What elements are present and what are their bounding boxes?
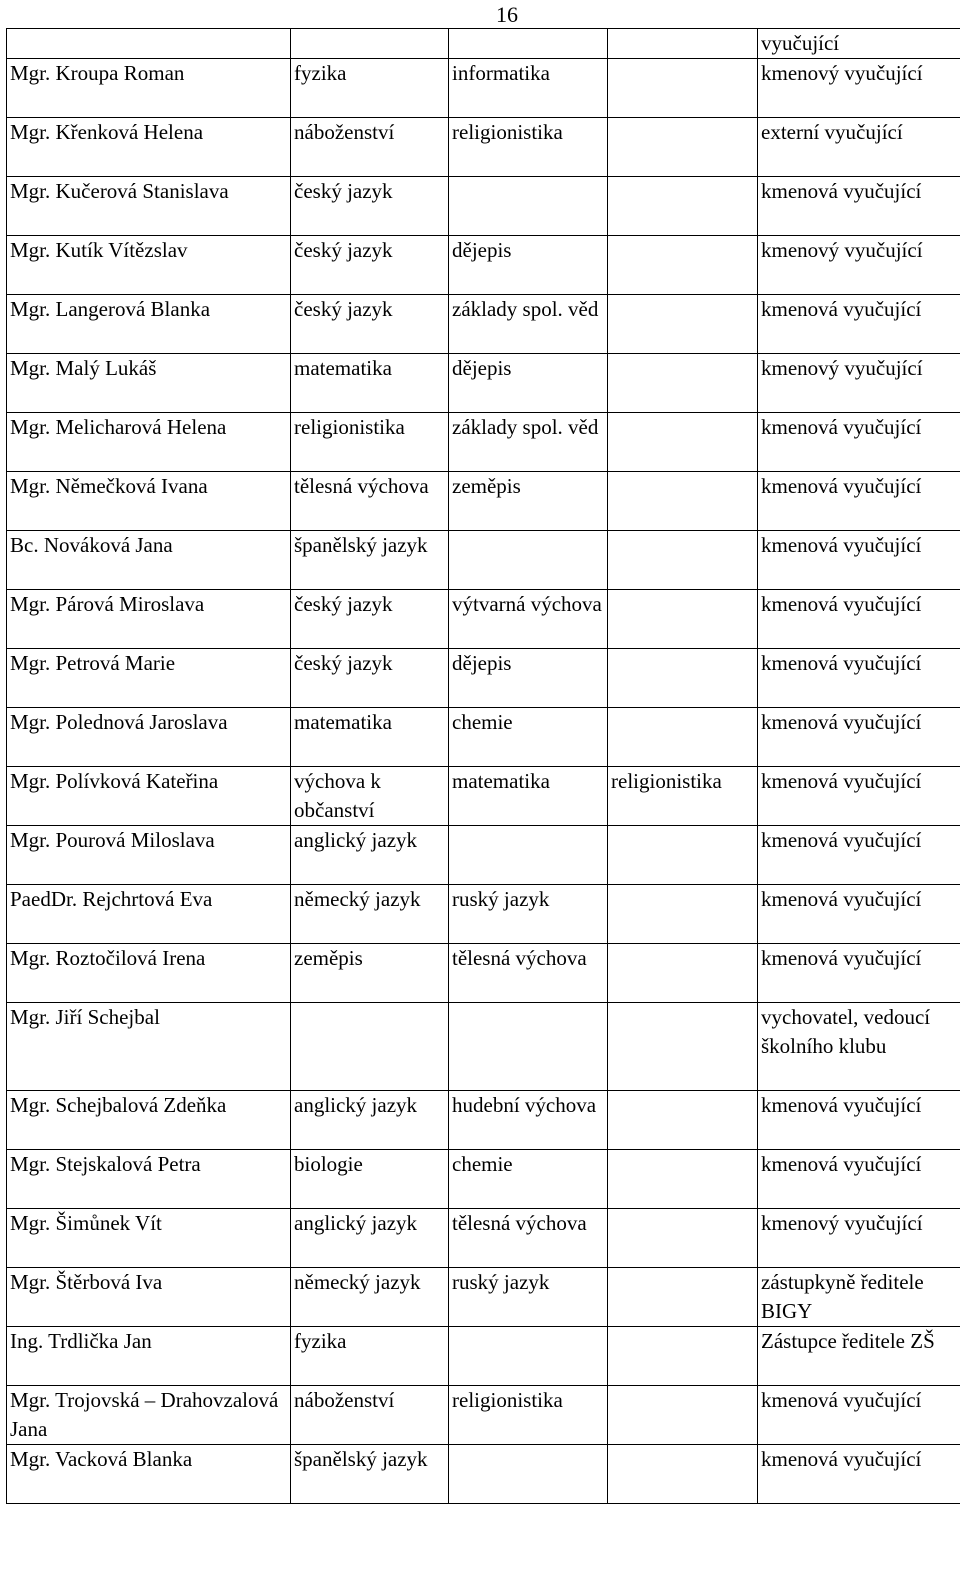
subject-3-cell — [608, 413, 758, 472]
table-row — [7, 531, 960, 590]
teacher-name-cell: Mgr. Štěrbová Iva — [7, 1268, 291, 1327]
table-row — [7, 295, 960, 354]
page-number: 16 — [496, 2, 518, 27]
subject-3-cell — [608, 29, 758, 59]
subject-2-cell: chemie — [449, 708, 608, 767]
subject-3-cell — [608, 708, 758, 767]
role-cell: kmenová vyučující — [758, 1150, 960, 1209]
subject-1-cell: matematika — [291, 354, 449, 413]
table-row — [7, 59, 960, 118]
subject-2-cell — [449, 826, 608, 885]
subject-2-cell: dějepis — [449, 236, 608, 295]
subject-3-cell — [608, 590, 758, 649]
table-row — [7, 1445, 960, 1504]
teacher-name-cell: Mgr. Pourová Miloslava — [7, 826, 291, 885]
subject-1-cell — [291, 1003, 449, 1091]
teacher-name-cell — [7, 29, 291, 59]
table-row — [7, 354, 960, 413]
teacher-name-cell: Mgr. Křenková Helena — [7, 118, 291, 177]
subject-2-cell: religionistika — [449, 1386, 608, 1445]
table-row-continuation — [7, 29, 960, 59]
role-cell: Zástupce ředitele ZŠ — [758, 1327, 960, 1386]
table-row — [7, 1268, 960, 1327]
role-cell: kmenová vyučující — [758, 295, 960, 354]
subject-3-cell — [608, 177, 758, 236]
teacher-name-cell: Mgr. Polívková Kateřina — [7, 767, 291, 826]
subject-2-cell: tělesná výchova — [449, 944, 608, 1003]
teacher-name-cell: Mgr. Melicharová Helena — [7, 413, 291, 472]
subject-2-cell — [449, 1445, 608, 1504]
subject-1-cell: český jazyk — [291, 236, 449, 295]
subject-2-cell: základy spol. věd — [449, 295, 608, 354]
table-row — [7, 590, 960, 649]
teacher-name-cell: Mgr. Langerová Blanka — [7, 295, 291, 354]
subject-1-cell: anglický jazyk — [291, 1091, 449, 1150]
subject-2-cell — [449, 29, 608, 59]
table-row — [7, 472, 960, 531]
teacher-name-cell: Mgr. Jiří Schejbal — [7, 1003, 291, 1091]
teacher-name-cell: PaedDr. Rejchrtová Eva — [7, 885, 291, 944]
role-cell: vychovatel, vedoucí školního klubu — [758, 1003, 960, 1091]
table-row — [7, 236, 960, 295]
table-row — [7, 1327, 960, 1386]
subject-2-cell: dějepis — [449, 354, 608, 413]
subject-2-cell: hudební výchova — [449, 1091, 608, 1150]
teacher-name-cell: Ing. Trdlička Jan — [7, 1327, 291, 1386]
subject-2-cell: tělesná výchova — [449, 1209, 608, 1268]
role-cell: kmenový vyučující — [758, 354, 960, 413]
subject-1-cell: český jazyk — [291, 177, 449, 236]
subject-3-cell — [608, 826, 758, 885]
subject-1-cell: anglický jazyk — [291, 826, 449, 885]
subject-1-cell: fyzika — [291, 59, 449, 118]
subject-1-cell: religionistika — [291, 413, 449, 472]
table-row — [7, 177, 960, 236]
subject-3-cell — [608, 354, 758, 413]
role-cell: kmenový vyučující — [758, 59, 960, 118]
subject-2-cell — [449, 177, 608, 236]
subject-1-cell: německý jazyk — [291, 1268, 449, 1327]
role-cell: kmenová vyučující — [758, 1445, 960, 1504]
table-row — [7, 1386, 960, 1445]
teacher-name-cell: Mgr. Polednová Jaroslava — [7, 708, 291, 767]
subject-1-cell: český jazyk — [291, 590, 449, 649]
subject-2-cell — [449, 531, 608, 590]
subject-2-cell — [449, 1327, 608, 1386]
teacher-name-cell: Mgr. Trojovská – Drahovzalová Jana — [7, 1386, 291, 1445]
subject-3-cell — [608, 1209, 758, 1268]
role-cell: kmenová vyučující — [758, 531, 960, 590]
role-cell: kmenová vyučující — [758, 1386, 960, 1445]
subject-2-cell: ruský jazyk — [449, 885, 608, 944]
role-cell: kmenová vyučující — [758, 177, 960, 236]
staff-table — [6, 28, 960, 1504]
subject-1-cell: český jazyk — [291, 295, 449, 354]
subject-2-cell: matematika — [449, 767, 608, 826]
subject-1-cell — [291, 29, 449, 59]
table-row — [7, 1150, 960, 1209]
subject-3-cell — [608, 1386, 758, 1445]
staff-table-container — [6, 28, 960, 1504]
subject-2-cell: zeměpis — [449, 472, 608, 531]
subject-3-cell — [608, 295, 758, 354]
table-row — [7, 413, 960, 472]
subject-2-cell: základy spol. věd — [449, 413, 608, 472]
role-cell: kmenová vyučující — [758, 649, 960, 708]
subject-3-cell — [608, 649, 758, 708]
subject-1-cell: španělský jazyk — [291, 1445, 449, 1504]
teacher-name-cell: Mgr. Kučerová Stanislava — [7, 177, 291, 236]
role-cell: kmenový vyučující — [758, 1209, 960, 1268]
subject-1-cell: anglický jazyk — [291, 1209, 449, 1268]
teacher-name-cell: Mgr. Malý Lukáš — [7, 354, 291, 413]
role-cell: kmenová vyučující — [758, 413, 960, 472]
subject-2-cell: informatika — [449, 59, 608, 118]
table-row — [7, 708, 960, 767]
subject-3-cell: religionistika — [608, 767, 758, 826]
teacher-name-cell: Mgr. Schejbalová Zdeňka — [7, 1091, 291, 1150]
subject-1-cell: náboženství — [291, 1386, 449, 1445]
subject-1-cell: matematika — [291, 708, 449, 767]
subject-3-cell — [608, 885, 758, 944]
teacher-name-cell: Bc. Nováková Jana — [7, 531, 291, 590]
subject-1-cell: fyzika — [291, 1327, 449, 1386]
role-cell: kmenová vyučující — [758, 885, 960, 944]
subject-1-cell: náboženství — [291, 118, 449, 177]
subject-3-cell — [608, 1268, 758, 1327]
subject-1-cell: španělský jazyk — [291, 531, 449, 590]
subject-3-cell — [608, 472, 758, 531]
subject-1-cell: německý jazyk — [291, 885, 449, 944]
role-cell: vyučující — [758, 29, 960, 59]
subject-2-cell: ruský jazyk — [449, 1268, 608, 1327]
role-cell: kmenový vyučující — [758, 236, 960, 295]
teacher-name-cell: Mgr. Kutík Vítězslav — [7, 236, 291, 295]
role-cell: zástupkyně ředitele BIGY — [758, 1268, 960, 1327]
table-row — [7, 1209, 960, 1268]
subject-2-cell: religionistika — [449, 118, 608, 177]
role-cell: kmenová vyučující — [758, 944, 960, 1003]
table-row — [7, 826, 960, 885]
subject-1-cell: tělesná výchova — [291, 472, 449, 531]
subject-3-cell — [608, 1445, 758, 1504]
teacher-name-cell: Mgr. Párová Miroslava — [7, 590, 291, 649]
subject-1-cell: výchova k občanství — [291, 767, 449, 826]
teacher-name-cell: Mgr. Kroupa Roman — [7, 59, 291, 118]
teacher-name-cell: Mgr. Stejskalová Petra — [7, 1150, 291, 1209]
subject-1-cell: biologie — [291, 1150, 449, 1209]
subject-1-cell: zeměpis — [291, 944, 449, 1003]
role-cell: kmenová vyučující — [758, 472, 960, 531]
subject-3-cell — [608, 118, 758, 177]
table-row — [7, 118, 960, 177]
table-row — [7, 767, 960, 826]
subject-3-cell — [608, 1003, 758, 1091]
role-cell: kmenová vyučující — [758, 826, 960, 885]
teacher-name-cell: Mgr. Němečková Ivana — [7, 472, 291, 531]
subject-3-cell — [608, 944, 758, 1003]
teacher-name-cell: Mgr. Roztočilová Irena — [7, 944, 291, 1003]
subject-2-cell: dějepis — [449, 649, 608, 708]
subject-3-cell — [608, 531, 758, 590]
table-row — [7, 1091, 960, 1150]
subject-3-cell — [608, 1150, 758, 1209]
subject-3-cell — [608, 1327, 758, 1386]
table-row — [7, 649, 960, 708]
table-row — [7, 944, 960, 1003]
role-cell: kmenová vyučující — [758, 590, 960, 649]
role-cell: kmenová vyučující — [758, 767, 960, 826]
teacher-name-cell: Mgr. Petrová Marie — [7, 649, 291, 708]
subject-2-cell: chemie — [449, 1150, 608, 1209]
subject-1-cell: český jazyk — [291, 649, 449, 708]
subject-3-cell — [608, 236, 758, 295]
role-cell: externí vyučující — [758, 118, 960, 177]
subject-3-cell — [608, 59, 758, 118]
subject-3-cell — [608, 1091, 758, 1150]
subject-2-cell — [449, 1003, 608, 1091]
teacher-name-cell: Mgr. Šimůnek Vít — [7, 1209, 291, 1268]
teacher-name-cell: Mgr. Vacková Blanka — [7, 1445, 291, 1504]
subject-2-cell: výtvarná výchova — [449, 590, 608, 649]
staff-table-body — [7, 29, 960, 1504]
role-cell: kmenová vyučující — [758, 1091, 960, 1150]
table-row — [7, 885, 960, 944]
role-cell: kmenová vyučující — [758, 708, 960, 767]
table-row — [7, 1003, 960, 1091]
